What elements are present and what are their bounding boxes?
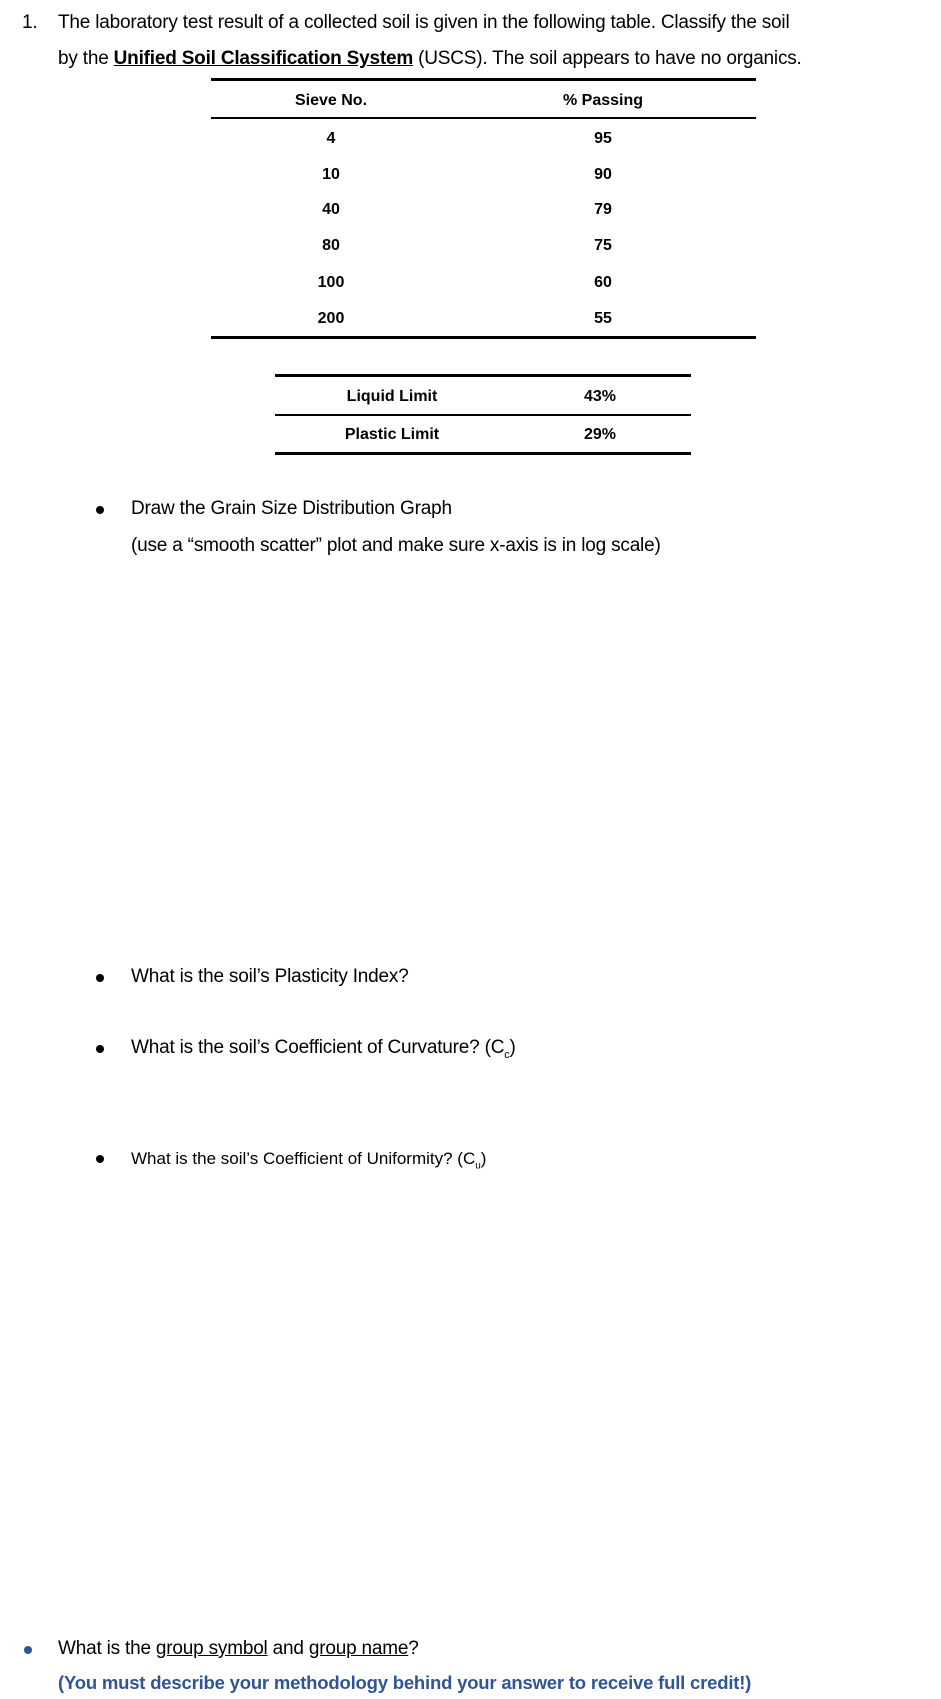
sieve-no-cell: 100 bbox=[317, 274, 345, 291]
group-name-term: group name bbox=[308, 1638, 409, 1659]
table-bottom-rule bbox=[211, 336, 756, 339]
limits-mid-rule bbox=[275, 414, 691, 416]
task-group bbox=[58, 1638, 419, 1660]
header-passing: % Passing bbox=[562, 92, 644, 109]
liquid-limit-label: Liquid Limit bbox=[346, 388, 438, 405]
cu-end: ) bbox=[480, 1149, 487, 1168]
percent-passing-cell: 55 bbox=[594, 310, 612, 327]
task-curvature bbox=[131, 1037, 516, 1061]
bullet-icon bbox=[96, 1155, 104, 1163]
task-graph-line-2: (use a “smooth scatter” plot and make sure x-axis is in log scale) bbox=[131, 535, 661, 556]
percent-passing-cell: 95 bbox=[594, 130, 612, 147]
sieve-no-cell: 200 bbox=[317, 310, 345, 327]
question-line-2 bbox=[58, 48, 802, 70]
task-uniformity bbox=[131, 1149, 486, 1171]
sieve-no-cell: 4 bbox=[326, 130, 336, 147]
percent-passing-cell: 79 bbox=[594, 201, 612, 218]
uscs-term: Unified Soil Classification System bbox=[113, 48, 414, 69]
header-rule bbox=[211, 117, 756, 119]
plastic-limit-label: Plastic Limit bbox=[344, 426, 440, 443]
cc-sub: c bbox=[504, 1048, 510, 1061]
limits-bottom-rule bbox=[275, 452, 691, 455]
sieve-no-cell: 10 bbox=[322, 166, 340, 183]
percent-passing-cell: 90 bbox=[594, 166, 612, 183]
limits-top-rule bbox=[275, 374, 691, 377]
methodology-note: (You must describe your methodology behind your answer to receive full credit!) bbox=[58, 1672, 752, 1693]
bullet-icon bbox=[96, 974, 104, 982]
group-prefix: What is the bbox=[58, 1638, 156, 1659]
question-number: 1. bbox=[22, 12, 38, 33]
cc-text: What is the soil’s Coefficient of Curvature? (C bbox=[131, 1037, 505, 1058]
group-end: ? bbox=[408, 1638, 419, 1659]
bullet-icon bbox=[96, 506, 104, 514]
line2-prefix: by the bbox=[58, 48, 114, 69]
cu-sub: u bbox=[475, 1160, 481, 1172]
group-symbol-term: group symbol bbox=[155, 1638, 268, 1659]
task-graph-line-1: Draw the Grain Size Distribution Graph bbox=[131, 498, 452, 519]
sieve-no-cell: 40 bbox=[322, 201, 340, 218]
question-line-1: The laboratory test result of a collected soil is given in the following table. Classify the soil bbox=[58, 12, 790, 33]
percent-passing-cell: 60 bbox=[594, 274, 612, 291]
group-mid: and bbox=[267, 1638, 309, 1659]
percent-passing-cell: 75 bbox=[594, 237, 612, 254]
header-sieve: Sieve No. bbox=[294, 92, 368, 109]
sieve-no-cell: 80 bbox=[322, 237, 340, 254]
cu-text: What is the soil’s Coefficient of Uniformity? (C bbox=[131, 1149, 476, 1168]
line2-suffix: (USCS). The soil appears to have no organics. bbox=[413, 48, 802, 69]
liquid-limit-value: 43% bbox=[583, 388, 617, 405]
plastic-limit-value: 29% bbox=[583, 426, 617, 443]
table-top-rule bbox=[211, 78, 756, 81]
task-plasticity-index: What is the soil’s Plasticity Index? bbox=[131, 966, 409, 987]
bullet-icon bbox=[24, 1646, 32, 1654]
cc-end: ) bbox=[509, 1037, 516, 1058]
bullet-icon bbox=[96, 1045, 104, 1053]
